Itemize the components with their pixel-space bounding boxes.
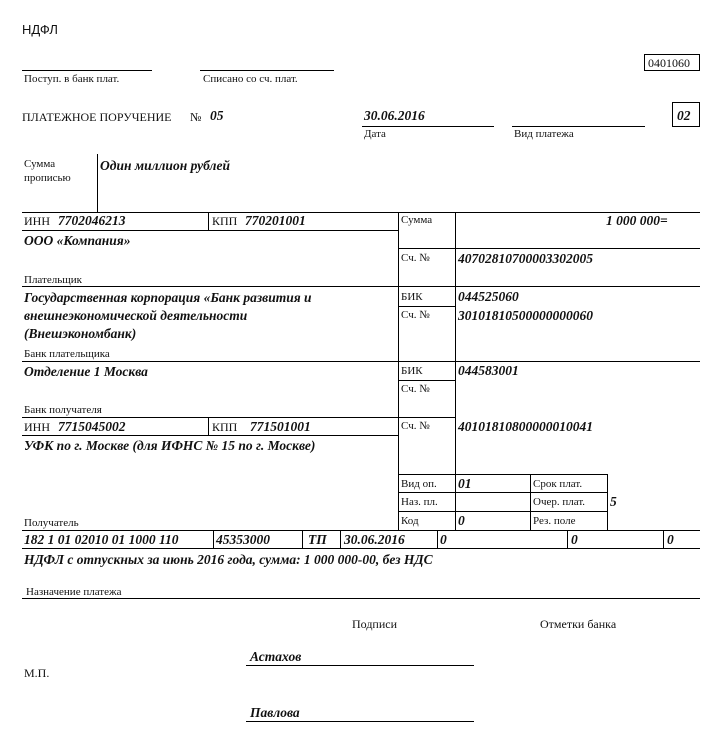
grid-col-op-right — [607, 474, 608, 530]
tax-sep-2 — [302, 530, 303, 548]
op-type: 01 — [458, 476, 472, 491]
payment-type-line — [512, 126, 645, 127]
tax-basis: ТП — [308, 532, 327, 547]
amount-words-divider — [97, 154, 98, 212]
payer-inn: 7702046213 — [58, 213, 126, 228]
payer-label: Плательщик — [24, 274, 82, 286]
tax-oktmo: 45353000 — [216, 532, 270, 547]
payee-bank-bik-label: БИК — [401, 365, 423, 377]
code-label: Код — [401, 515, 419, 527]
order-heading: ПЛАТЕЖНОЕ ПОРУЧЕНИЕ — [22, 110, 172, 124]
document-title: НДФЛ — [22, 22, 58, 37]
grid-line-amount — [398, 248, 700, 249]
tax-kbk: 182 1 01 02010 01 1000 110 — [24, 532, 179, 547]
payer-bank-bik: 044525060 — [458, 289, 519, 304]
received-line — [22, 70, 152, 71]
purpose-code-label: Наз. пл. — [401, 496, 438, 508]
payment-purpose: НДФЛ с отпускных за июнь 2016 года, сумма: 1 000 000-00, без НДС — [24, 552, 433, 567]
payee-bank-corr-label: Сч. № — [401, 383, 430, 395]
payer-kpp-label: КПП — [212, 214, 238, 228]
grid-line-op-2 — [398, 511, 608, 512]
grid-col-mid — [455, 212, 456, 530]
order-date: 30.06.2016 — [364, 108, 425, 123]
form-code: 0401060 — [648, 56, 690, 70]
payee-account-label: Сч. № — [401, 420, 430, 432]
payee-name: УФК по г. Москве (для ИФНС № 15 по г. Москве) — [24, 438, 316, 453]
amount-words-label-1: Сумма — [24, 158, 56, 170]
signature-line-2 — [246, 721, 474, 722]
grid-line-op-top — [398, 474, 608, 475]
payee-kpp: 771501001 — [250, 419, 311, 434]
grid-col-kpp — [208, 212, 209, 230]
payee-inn-label: ИНН — [24, 420, 50, 434]
purpose-line — [22, 598, 700, 599]
op-type-label: Вид оп. — [401, 478, 437, 490]
stamp-label: М.П. — [24, 666, 50, 680]
payer-account: 40702810700003302005 — [458, 251, 593, 266]
payer-bank-corr-account: 30101810500000000060 — [458, 308, 593, 323]
grid-col-kpp2 — [208, 417, 209, 435]
tax-payment-kind: 0 — [667, 532, 674, 547]
payee-label: Получатель — [24, 517, 79, 529]
tax-sep-6 — [663, 530, 664, 548]
signatures-label: Подписи — [352, 617, 398, 631]
amount-words-value: Один миллион рублей — [100, 158, 230, 173]
grid-col-left — [398, 212, 399, 530]
date-line — [362, 126, 494, 127]
payee-account: 40101810800000010041 — [458, 419, 593, 434]
payee-bank-bik: 044583001 — [458, 363, 519, 378]
payer-kpp: 770201001 — [245, 213, 306, 228]
payee-inn: 7715045002 — [58, 419, 126, 434]
date-label: Дата — [364, 128, 386, 140]
amount-value: 1 000 000= — [606, 213, 668, 228]
payee-bank-name: Отделение 1 Москва — [24, 364, 148, 379]
payer-name: ООО «Компания» — [24, 233, 131, 248]
tax-sep-4 — [437, 530, 438, 548]
tax-sep-5 — [567, 530, 568, 548]
purpose-label: Назначение платежа — [26, 586, 122, 598]
received-label: Поступ. в банк плат. — [24, 73, 120, 85]
queue-value: 5 — [610, 494, 617, 509]
payer-bank-name-1: Государственная корпорация «Банк развития и — [24, 290, 312, 305]
grid-line-inn — [22, 230, 398, 231]
signer-2: Павлова — [250, 705, 300, 720]
grid-col-op-value — [530, 474, 531, 530]
payer-bank-label: Банк плательщика — [24, 348, 110, 360]
order-number: 05 — [210, 108, 224, 123]
amount-label: Сумма — [401, 214, 433, 226]
tax-period: 30.06.2016 — [344, 532, 405, 547]
payer-inn-label: ИНН — [24, 214, 50, 228]
grid-line-bik1 — [398, 306, 455, 307]
tax-sep-1 — [213, 530, 214, 548]
grid-line-payer-bank — [22, 361, 700, 362]
payer-bank-name-2: внешнеэкономической деятельности — [24, 308, 248, 323]
debited-label: Списано со сч. плат. — [203, 73, 298, 85]
debited-line — [200, 70, 334, 71]
reserve-label: Рез. поле — [533, 515, 576, 527]
tax-doc-date: 0 — [571, 532, 578, 547]
amount-words-label-2: прописью — [24, 172, 71, 184]
payer-status: 02 — [677, 108, 691, 123]
queue-label: Очер. плат. — [533, 496, 586, 508]
tax-doc-number: 0 — [440, 532, 447, 547]
tax-sep-3 — [340, 530, 341, 548]
payer-bank-bik-label: БИК — [401, 291, 423, 303]
grid-line-bik2 — [398, 380, 455, 381]
payer-account-label: Сч. № — [401, 252, 430, 264]
code-value: 0 — [458, 513, 465, 528]
payer-bank-name-3: (Внешэкономбанк) — [24, 326, 137, 341]
term-label: Срок плат. — [533, 478, 583, 490]
payment-type-label: Вид платежа — [514, 128, 574, 140]
grid-line-payer — [22, 286, 700, 287]
grid-line-payee-bank — [22, 417, 455, 418]
bank-marks-label: Отметки банка — [540, 617, 617, 631]
grid-line-inn2 — [22, 435, 398, 436]
payee-kpp-label: КПП — [212, 420, 238, 434]
tax-row-line — [22, 548, 700, 549]
grid-line-bottom — [22, 530, 700, 531]
signature-line-1 — [246, 665, 474, 666]
signer-1: Астахов — [250, 649, 302, 664]
payee-bank-label: Банк получателя — [24, 404, 102, 416]
payer-bank-corr-label: Сч. № — [401, 309, 430, 321]
grid-line-op-1 — [398, 492, 608, 493]
order-number-sign: № — [190, 110, 202, 124]
